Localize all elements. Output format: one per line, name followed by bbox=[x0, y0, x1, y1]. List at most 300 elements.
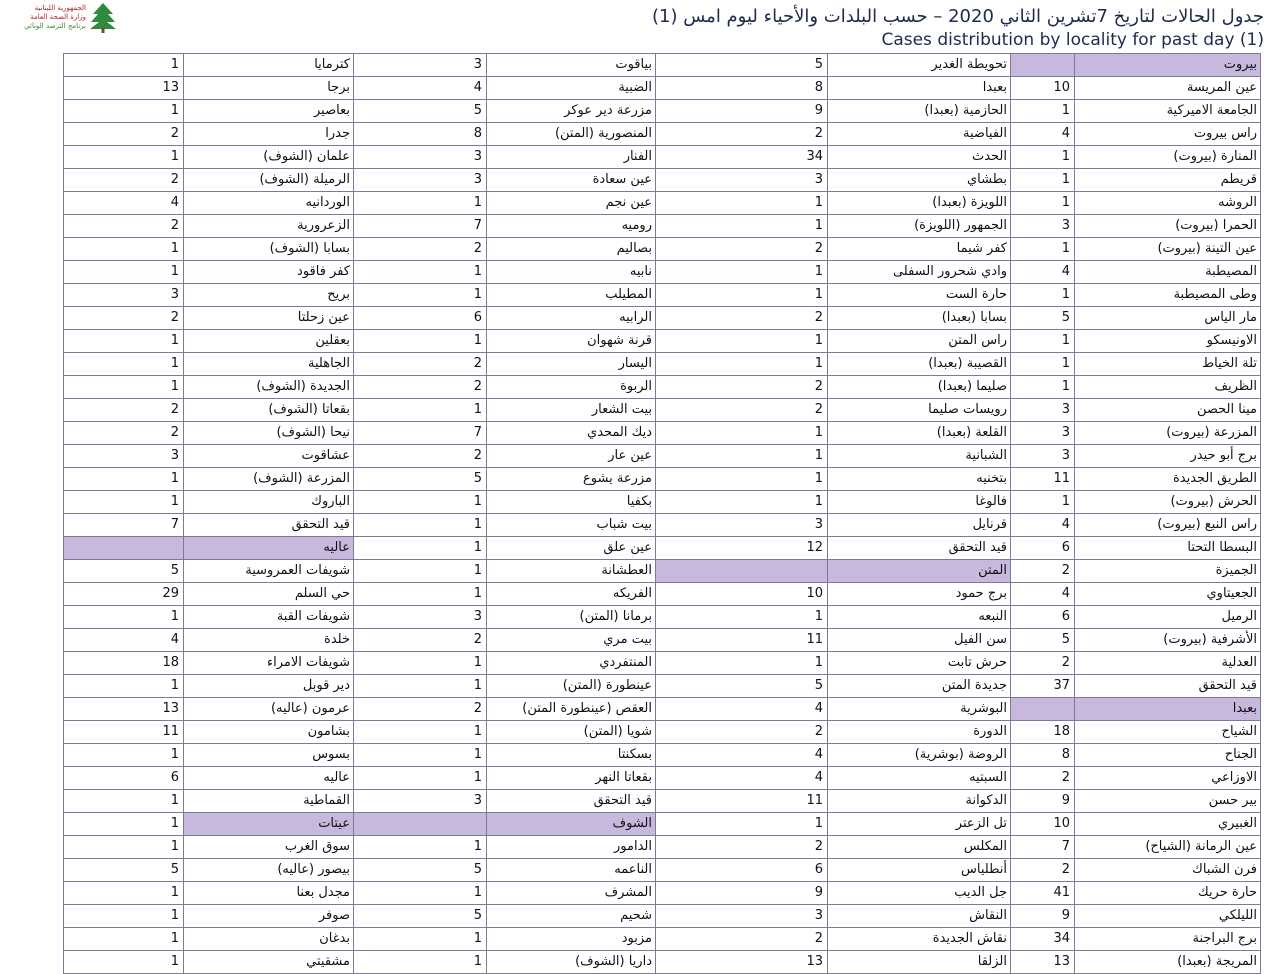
locality-name: الشياح bbox=[1075, 721, 1261, 744]
case-count: 4 bbox=[656, 767, 828, 790]
case-count: 7 bbox=[354, 422, 487, 445]
case-count: 4 bbox=[64, 629, 184, 652]
case-count: 1 bbox=[354, 514, 487, 537]
table-row bbox=[64, 652, 1261, 675]
case-count: 29 bbox=[64, 583, 184, 606]
locality-name: بسوس bbox=[184, 744, 354, 767]
locality-name: بسابا (بعبدا) bbox=[828, 307, 1011, 330]
case-count: 2 bbox=[64, 123, 184, 146]
locality-name: راس النبع (بيروت) bbox=[1075, 514, 1261, 537]
case-count: 3 bbox=[354, 146, 487, 169]
locality-name: السبتيه bbox=[828, 767, 1011, 790]
locality-name: شويفات القبة bbox=[184, 606, 354, 629]
case-count: 1 bbox=[656, 353, 828, 376]
case-count: 3 bbox=[64, 284, 184, 307]
locality-name: الزلقا bbox=[828, 951, 1011, 974]
case-count: 1 bbox=[656, 422, 828, 445]
case-count: 10 bbox=[1011, 77, 1075, 100]
locality-name: برج حمود bbox=[828, 583, 1011, 606]
case-count: 2 bbox=[64, 307, 184, 330]
locality-name: نقاش الجديدة bbox=[828, 928, 1011, 951]
case-count: 1 bbox=[64, 882, 184, 905]
locality-name: الفياضية bbox=[828, 123, 1011, 146]
locality-name: القلعة (بعبدا) bbox=[828, 422, 1011, 445]
locality-name: الأشرفية (بيروت) bbox=[1075, 629, 1261, 652]
locality-name: بشامون bbox=[184, 721, 354, 744]
locality-name: الجميزة bbox=[1075, 560, 1261, 583]
table-row bbox=[64, 330, 1261, 353]
table-row bbox=[64, 767, 1261, 790]
case-count: 2 bbox=[1011, 859, 1075, 882]
case-count: 1 bbox=[1011, 100, 1075, 123]
case-count: 1 bbox=[64, 928, 184, 951]
case-count: 2 bbox=[656, 238, 828, 261]
locality-name: قيد التحقق bbox=[184, 514, 354, 537]
case-count: 1 bbox=[64, 238, 184, 261]
locality-name: ديك المحدي bbox=[487, 422, 656, 445]
case-count: 1 bbox=[656, 813, 828, 836]
case-count: 1 bbox=[1011, 192, 1075, 215]
case-count: 1 bbox=[354, 491, 487, 514]
locality-name: الربوة bbox=[487, 376, 656, 399]
case-count: 1 bbox=[354, 928, 487, 951]
locality-name: مار الياس bbox=[1075, 307, 1261, 330]
case-count: 1 bbox=[64, 468, 184, 491]
locality-name: الحرش (بيروت) bbox=[1075, 491, 1261, 514]
case-count: 2 bbox=[656, 399, 828, 422]
case-count: 7 bbox=[64, 514, 184, 537]
locality-name: علمان (الشوف) bbox=[184, 146, 354, 169]
case-count: 1 bbox=[64, 100, 184, 123]
table-row bbox=[64, 928, 1261, 951]
locality-name: مينا الحصن bbox=[1075, 399, 1261, 422]
case-count: 1 bbox=[64, 376, 184, 399]
locality-name: الرابيه bbox=[487, 307, 656, 330]
case-count: 18 bbox=[64, 652, 184, 675]
locality-name: الليلكي bbox=[1075, 905, 1261, 928]
locality-name: النقاش bbox=[828, 905, 1011, 928]
case-count: 1 bbox=[354, 675, 487, 698]
locality-name: وطى المصيطبة bbox=[1075, 284, 1261, 307]
locality-name: خلدة bbox=[184, 629, 354, 652]
locality-name: المزرعة (الشوف) bbox=[184, 468, 354, 491]
table-row bbox=[64, 353, 1261, 376]
table-row bbox=[64, 675, 1261, 698]
case-count: 1 bbox=[656, 491, 828, 514]
case-count: 3 bbox=[64, 445, 184, 468]
locality-name: الناعمه bbox=[487, 859, 656, 882]
locality-name: الحمرا (بيروت) bbox=[1075, 215, 1261, 238]
org-line-2: وزارة الصحة العامة bbox=[30, 13, 86, 21]
ministry-logo bbox=[8, 2, 118, 42]
locality-name: مزرعة دير عوكر bbox=[487, 100, 656, 123]
case-count: 5 bbox=[354, 905, 487, 928]
case-count: 1 bbox=[656, 330, 828, 353]
locality-name: الرميلة (الشوف) bbox=[184, 169, 354, 192]
locality-name: النبعه bbox=[828, 606, 1011, 629]
locality-name: كفر فاقود bbox=[184, 261, 354, 284]
locality-name: المكلس bbox=[828, 836, 1011, 859]
case-count: 5 bbox=[656, 675, 828, 698]
table-row bbox=[64, 169, 1261, 192]
case-count: 1 bbox=[354, 560, 487, 583]
locality-name: الجديدة (الشوف) bbox=[184, 376, 354, 399]
locality-name: بعاصير bbox=[184, 100, 354, 123]
locality-name: الجاهلية bbox=[184, 353, 354, 376]
locality-name: عين التينة (بيروت) bbox=[1075, 238, 1261, 261]
case-count: 4 bbox=[64, 192, 184, 215]
locality-name: داريا (الشوف) bbox=[487, 951, 656, 974]
case-count: 3 bbox=[656, 514, 828, 537]
locality-name: بدغان bbox=[184, 928, 354, 951]
case-count bbox=[354, 813, 487, 836]
table-row bbox=[64, 445, 1261, 468]
case-count: 13 bbox=[64, 77, 184, 100]
locality-name: حارة الست bbox=[828, 284, 1011, 307]
locality-name: مزبود bbox=[487, 928, 656, 951]
district-header: بيروت bbox=[1075, 54, 1261, 77]
case-count: 4 bbox=[656, 744, 828, 767]
case-count: 9 bbox=[656, 100, 828, 123]
case-count: 5 bbox=[1011, 307, 1075, 330]
case-count: 3 bbox=[656, 169, 828, 192]
case-count: 2 bbox=[354, 238, 487, 261]
locality-name: الزعرورية bbox=[184, 215, 354, 238]
locality-name: الحازمية (بعبدا) bbox=[828, 100, 1011, 123]
locality-name: عرمون (عاليه) bbox=[184, 698, 354, 721]
locality-name: حارة حريك bbox=[1075, 882, 1261, 905]
case-count: 2 bbox=[354, 376, 487, 399]
page-title-arabic: جدول الحالات لتاريخ 7تشرين الثاني 2020 – حسب البلدات والأحياء ليوم امس (1) bbox=[652, 6, 1264, 27]
case-count: 7 bbox=[1011, 836, 1075, 859]
case-count: 2 bbox=[354, 445, 487, 468]
locality-name: الدورة bbox=[828, 721, 1011, 744]
locality-name: بيت الشعار bbox=[487, 399, 656, 422]
case-count: 4 bbox=[1011, 123, 1075, 146]
locality-name: الروشه bbox=[1075, 192, 1261, 215]
case-count: 2 bbox=[656, 836, 828, 859]
table-row bbox=[64, 491, 1261, 514]
locality-name: قيد التحقق bbox=[487, 790, 656, 813]
case-count: 13 bbox=[64, 698, 184, 721]
locality-name: عاليه bbox=[184, 767, 354, 790]
locality-name: كفر شيما bbox=[828, 238, 1011, 261]
locality-name: الاوزاعي bbox=[1075, 767, 1261, 790]
case-count: 3 bbox=[354, 54, 487, 77]
locality-name: أنطلياس bbox=[828, 859, 1011, 882]
locality-name: بقعاتا النهر bbox=[487, 767, 656, 790]
case-count: 5 bbox=[64, 859, 184, 882]
case-count: 4 bbox=[1011, 583, 1075, 606]
case-count: 2 bbox=[354, 698, 487, 721]
locality-name: حي السلم bbox=[184, 583, 354, 606]
case-count: 1 bbox=[64, 353, 184, 376]
org-line-3: برنامج الترصد الوبائي bbox=[24, 22, 86, 30]
org-line-1: الجمهورية اللبنانية bbox=[34, 4, 86, 12]
locality-name: صليما (بعبدا) bbox=[828, 376, 1011, 399]
locality-name: الجمهور (اللويزة) bbox=[828, 215, 1011, 238]
case-count: 1 bbox=[656, 468, 828, 491]
case-count: 3 bbox=[354, 169, 487, 192]
table-row bbox=[64, 905, 1261, 928]
table-row bbox=[64, 100, 1261, 123]
case-count: 1 bbox=[354, 261, 487, 284]
case-count: 5 bbox=[656, 54, 828, 77]
locality-name: سن الفيل bbox=[828, 629, 1011, 652]
locality-name: عين الرمانة (الشياح) bbox=[1075, 836, 1261, 859]
locality-name: تلة الخياط bbox=[1075, 353, 1261, 376]
case-count: 11 bbox=[656, 790, 828, 813]
case-count: 6 bbox=[656, 859, 828, 882]
case-count: 1 bbox=[64, 951, 184, 974]
locality-name: كترمايا bbox=[184, 54, 354, 77]
locality-name: عين المريسة bbox=[1075, 77, 1261, 100]
locality-name: الفريكه bbox=[487, 583, 656, 606]
table-row bbox=[64, 606, 1261, 629]
locality-name: العدلية bbox=[1075, 652, 1261, 675]
locality-name: تل الزعتر bbox=[828, 813, 1011, 836]
locality-name: العطشانة bbox=[487, 560, 656, 583]
case-count: 1 bbox=[64, 790, 184, 813]
locality-name: عين سعادة bbox=[487, 169, 656, 192]
case-count: 2 bbox=[64, 215, 184, 238]
table-row bbox=[64, 560, 1261, 583]
case-count: 6 bbox=[64, 767, 184, 790]
locality-name: قيد التحقق bbox=[828, 537, 1011, 560]
case-count: 2 bbox=[656, 376, 828, 399]
table-row bbox=[64, 215, 1261, 238]
case-count bbox=[1011, 54, 1075, 77]
locality-name: المطيلب bbox=[487, 284, 656, 307]
locality-name: دير قوبل bbox=[184, 675, 354, 698]
locality-name: اليسار bbox=[487, 353, 656, 376]
locality-name: المنصورية (المتن) bbox=[487, 123, 656, 146]
table-row bbox=[64, 836, 1261, 859]
case-count: 5 bbox=[64, 560, 184, 583]
case-count: 4 bbox=[656, 698, 828, 721]
case-count: 10 bbox=[1011, 813, 1075, 836]
locality-name: اللويزة (بعبدا) bbox=[828, 192, 1011, 215]
case-count: 41 bbox=[1011, 882, 1075, 905]
locality-name: جديدة المتن bbox=[828, 675, 1011, 698]
case-count: 1 bbox=[354, 767, 487, 790]
case-count: 2 bbox=[1011, 560, 1075, 583]
locality-name: راس المتن bbox=[828, 330, 1011, 353]
case-count: 6 bbox=[1011, 537, 1075, 560]
locality-name: بريح bbox=[184, 284, 354, 307]
case-count: 2 bbox=[656, 123, 828, 146]
case-count: 6 bbox=[354, 307, 487, 330]
case-count: 1 bbox=[656, 606, 828, 629]
locality-name: الجعيتاوي bbox=[1075, 583, 1261, 606]
page-title-english: Cases distribution by locality for past day (1) bbox=[881, 30, 1264, 50]
locality-name: مشقيتي bbox=[184, 951, 354, 974]
locality-name: سوق الغرب bbox=[184, 836, 354, 859]
table-row bbox=[64, 813, 1261, 836]
locality-name: شويفات العمروسية bbox=[184, 560, 354, 583]
case-count: 1 bbox=[64, 261, 184, 284]
locality-name: بصاليم bbox=[487, 238, 656, 261]
case-count: 1 bbox=[354, 192, 487, 215]
case-count: 18 bbox=[1011, 721, 1075, 744]
table-row bbox=[64, 744, 1261, 767]
locality-name: شويفات الامراء bbox=[184, 652, 354, 675]
locality-name: مجدل بعنا bbox=[184, 882, 354, 905]
locality-name: القماطية bbox=[184, 790, 354, 813]
case-count: 1 bbox=[656, 192, 828, 215]
table-row bbox=[64, 951, 1261, 974]
locality-name: حرش تابت bbox=[828, 652, 1011, 675]
locality-name: بيصور (عاليه) bbox=[184, 859, 354, 882]
case-count: 1 bbox=[64, 491, 184, 514]
table-row bbox=[64, 422, 1261, 445]
table-row bbox=[64, 307, 1261, 330]
table-row bbox=[64, 123, 1261, 146]
table-row bbox=[64, 790, 1261, 813]
case-count: 1 bbox=[64, 905, 184, 928]
case-count: 2 bbox=[64, 422, 184, 445]
case-count bbox=[1011, 698, 1075, 721]
case-count: 1 bbox=[64, 675, 184, 698]
case-count: 1 bbox=[1011, 330, 1075, 353]
table-row bbox=[64, 376, 1261, 399]
cases-table bbox=[63, 53, 1261, 974]
case-count bbox=[64, 537, 184, 560]
case-count: 9 bbox=[656, 882, 828, 905]
locality-name: الاونيسكو bbox=[1075, 330, 1261, 353]
table-row bbox=[64, 261, 1261, 284]
case-count: 3 bbox=[656, 905, 828, 928]
case-count: 1 bbox=[656, 445, 828, 468]
locality-name: الغبيري bbox=[1075, 813, 1261, 836]
case-count: 11 bbox=[656, 629, 828, 652]
locality-name: عين نجم bbox=[487, 192, 656, 215]
locality-name: برجا bbox=[184, 77, 354, 100]
case-count: 3 bbox=[1011, 215, 1075, 238]
case-count: 8 bbox=[656, 77, 828, 100]
case-count: 2 bbox=[1011, 652, 1075, 675]
table-body bbox=[64, 54, 1261, 974]
locality-name: نيحا (الشوف) bbox=[184, 422, 354, 445]
case-count: 4 bbox=[1011, 261, 1075, 284]
case-count: 4 bbox=[1011, 514, 1075, 537]
case-count: 1 bbox=[354, 721, 487, 744]
locality-name: رويسات صليما bbox=[828, 399, 1011, 422]
case-count: 1 bbox=[64, 146, 184, 169]
case-count: 34 bbox=[1011, 928, 1075, 951]
locality-name: بقعاتا (الشوف) bbox=[184, 399, 354, 422]
district-header: عاليه bbox=[184, 537, 354, 560]
locality-name: برمانا (المتن) bbox=[487, 606, 656, 629]
locality-name: نابيه bbox=[487, 261, 656, 284]
locality-name: بعبدا bbox=[828, 77, 1011, 100]
case-count: 3 bbox=[1011, 399, 1075, 422]
locality-name: بتخنيه bbox=[828, 468, 1011, 491]
table-row bbox=[64, 514, 1261, 537]
locality-name: الطريق الجديدة bbox=[1075, 468, 1261, 491]
case-count: 11 bbox=[1011, 468, 1075, 491]
locality-name: برج البراجنة bbox=[1075, 928, 1261, 951]
table-row bbox=[64, 284, 1261, 307]
case-count: 2 bbox=[1011, 767, 1075, 790]
case-count: 1 bbox=[1011, 376, 1075, 399]
locality-name: الظريف bbox=[1075, 376, 1261, 399]
case-count: 5 bbox=[1011, 629, 1075, 652]
case-count: 3 bbox=[1011, 445, 1075, 468]
case-count: 2 bbox=[354, 629, 487, 652]
case-count: 1 bbox=[354, 583, 487, 606]
locality-name: بياقوت bbox=[487, 54, 656, 77]
ministry-name bbox=[8, 4, 86, 31]
locality-name: فرن الشباك bbox=[1075, 859, 1261, 882]
table-row bbox=[64, 238, 1261, 261]
locality-name: برج أبو حيدر bbox=[1075, 445, 1261, 468]
case-count: 5 bbox=[354, 468, 487, 491]
case-count: 1 bbox=[64, 813, 184, 836]
case-count: 1 bbox=[64, 606, 184, 629]
case-count: 7 bbox=[354, 215, 487, 238]
case-count: 1 bbox=[64, 54, 184, 77]
locality-name: المشرف bbox=[487, 882, 656, 905]
locality-name: مزرعة يشوع bbox=[487, 468, 656, 491]
district-header: الشوف bbox=[487, 813, 656, 836]
locality-name: جل الديب bbox=[828, 882, 1011, 905]
case-count: 5 bbox=[354, 859, 487, 882]
locality-name: بسكنتا bbox=[487, 744, 656, 767]
case-count: 13 bbox=[1011, 951, 1075, 974]
locality-name: فالوغا bbox=[828, 491, 1011, 514]
district-header: بعبدا bbox=[1075, 698, 1261, 721]
locality-name: بير حسن bbox=[1075, 790, 1261, 813]
case-count: 1 bbox=[354, 537, 487, 560]
table-row bbox=[64, 882, 1261, 905]
case-count: 37 bbox=[1011, 675, 1075, 698]
case-count: 8 bbox=[1011, 744, 1075, 767]
table-row bbox=[64, 468, 1261, 491]
case-count: 1 bbox=[1011, 146, 1075, 169]
case-count: 5 bbox=[354, 100, 487, 123]
case-count: 1 bbox=[656, 261, 828, 284]
case-count: 4 bbox=[354, 77, 487, 100]
locality-name: شويا (المتن) bbox=[487, 721, 656, 744]
table-row bbox=[64, 146, 1261, 169]
table-row bbox=[64, 583, 1261, 606]
case-count: 1 bbox=[354, 652, 487, 675]
locality-name: المزرعة (بيروت) bbox=[1075, 422, 1261, 445]
locality-name: الدكوانة bbox=[828, 790, 1011, 813]
cedar-icon bbox=[88, 2, 118, 34]
case-count: 1 bbox=[354, 399, 487, 422]
case-count: 3 bbox=[1011, 422, 1075, 445]
case-count: 1 bbox=[354, 284, 487, 307]
case-count: 1 bbox=[1011, 169, 1075, 192]
case-count: 1 bbox=[656, 652, 828, 675]
case-count: 3 bbox=[354, 606, 487, 629]
case-count: 1 bbox=[354, 951, 487, 974]
table-row bbox=[64, 192, 1261, 215]
locality-name: قيد التحقق bbox=[1075, 675, 1261, 698]
case-count: 2 bbox=[354, 353, 487, 376]
case-count: 2 bbox=[656, 928, 828, 951]
locality-name: العقص (عينطورة المتن) bbox=[487, 698, 656, 721]
locality-name: المنتفردي bbox=[487, 652, 656, 675]
case-count: 1 bbox=[354, 882, 487, 905]
locality-name: بسابا (الشوف) bbox=[184, 238, 354, 261]
case-count: 12 bbox=[656, 537, 828, 560]
locality-name: بكفيا bbox=[487, 491, 656, 514]
locality-name: الرميل bbox=[1075, 606, 1261, 629]
locality-name: عشاقوت bbox=[184, 445, 354, 468]
